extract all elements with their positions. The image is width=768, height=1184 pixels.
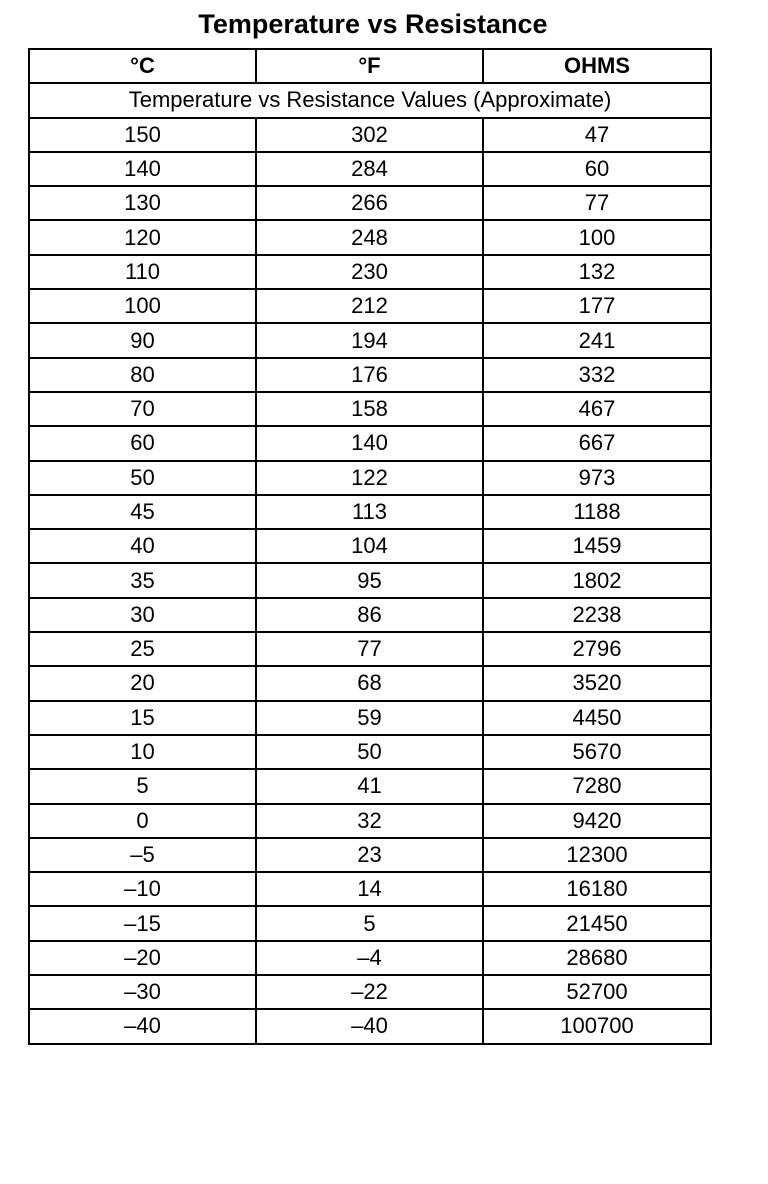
celsius-cell: –5 (29, 838, 256, 872)
fahrenheit-cell: 59 (256, 701, 483, 735)
table-caption: Temperature vs Resistance Values (Approximate) (29, 83, 711, 117)
fahrenheit-cell: 50 (256, 735, 483, 769)
celsius-cell: 150 (29, 118, 256, 152)
celsius-cell: –20 (29, 941, 256, 975)
fahrenheit-cell: –22 (256, 975, 483, 1009)
celsius-cell: 110 (29, 255, 256, 289)
celsius-cell: 20 (29, 666, 256, 700)
table-row (29, 563, 711, 597)
table-row (29, 392, 711, 426)
celsius-cell: 130 (29, 186, 256, 220)
table-row (29, 461, 711, 495)
fahrenheit-cell: 212 (256, 289, 483, 323)
table-row (29, 358, 711, 392)
celsius-cell: 45 (29, 495, 256, 529)
ohms-cell: 1188 (483, 495, 711, 529)
ohms-cell: 177 (483, 289, 711, 323)
header-ohms: OHMS (483, 49, 711, 83)
fahrenheit-cell: 104 (256, 529, 483, 563)
ohms-cell: 16180 (483, 872, 711, 906)
celsius-cell: 60 (29, 426, 256, 460)
table-row (29, 186, 711, 220)
celsius-cell: 50 (29, 461, 256, 495)
celsius-cell: 5 (29, 769, 256, 803)
table-row (29, 701, 711, 735)
table-row (29, 1009, 711, 1043)
table-row (29, 975, 711, 1009)
fahrenheit-cell: 284 (256, 152, 483, 186)
fahrenheit-cell: –4 (256, 941, 483, 975)
ohms-cell: 4450 (483, 701, 711, 735)
fahrenheit-cell: 266 (256, 186, 483, 220)
ohms-cell: 3520 (483, 666, 711, 700)
header-celsius: °C (29, 49, 256, 83)
celsius-cell: 100 (29, 289, 256, 323)
fahrenheit-cell: 32 (256, 804, 483, 838)
ohms-cell: 332 (483, 358, 711, 392)
celsius-cell: –30 (29, 975, 256, 1009)
celsius-cell: 10 (29, 735, 256, 769)
table-row (29, 152, 711, 186)
fahrenheit-cell: –40 (256, 1009, 483, 1043)
ohms-cell: 52700 (483, 975, 711, 1009)
fahrenheit-cell: 68 (256, 666, 483, 700)
table-row (29, 495, 711, 529)
fahrenheit-cell: 95 (256, 563, 483, 597)
header-row (29, 49, 711, 83)
ohms-cell: 241 (483, 323, 711, 357)
celsius-cell: 30 (29, 598, 256, 632)
ohms-cell: 100 (483, 220, 711, 254)
ohms-cell: 60 (483, 152, 711, 186)
celsius-cell: –40 (29, 1009, 256, 1043)
caption-row (29, 83, 711, 117)
table-row (29, 735, 711, 769)
ohms-cell: 5670 (483, 735, 711, 769)
celsius-cell: 0 (29, 804, 256, 838)
ohms-cell: 1802 (483, 563, 711, 597)
table-row (29, 838, 711, 872)
celsius-cell: 120 (29, 220, 256, 254)
ohms-cell: 2796 (483, 632, 711, 666)
celsius-cell: 25 (29, 632, 256, 666)
ohms-cell: 21450 (483, 906, 711, 940)
table-row (29, 666, 711, 700)
table-row (29, 632, 711, 666)
ohms-cell: 47 (483, 118, 711, 152)
table-row (29, 941, 711, 975)
fahrenheit-cell: 140 (256, 426, 483, 460)
fahrenheit-cell: 302 (256, 118, 483, 152)
ohms-cell: 100700 (483, 1009, 711, 1043)
ohms-cell: 12300 (483, 838, 711, 872)
fahrenheit-cell: 194 (256, 323, 483, 357)
table-row (29, 426, 711, 460)
header-fahrenheit: °F (256, 49, 483, 83)
celsius-cell: 35 (29, 563, 256, 597)
ohms-cell: 132 (483, 255, 711, 289)
fahrenheit-cell: 86 (256, 598, 483, 632)
table-row (29, 220, 711, 254)
celsius-cell: 15 (29, 701, 256, 735)
celsius-cell: 70 (29, 392, 256, 426)
table-row (29, 289, 711, 323)
ohms-cell: 28680 (483, 941, 711, 975)
table-row (29, 323, 711, 357)
fahrenheit-cell: 5 (256, 906, 483, 940)
table-row (29, 118, 711, 152)
ohms-cell: 973 (483, 461, 711, 495)
ohms-cell: 467 (483, 392, 711, 426)
celsius-cell: 80 (29, 358, 256, 392)
ohms-cell: 7280 (483, 769, 711, 803)
fahrenheit-cell: 77 (256, 632, 483, 666)
table-row (29, 906, 711, 940)
table-row (29, 769, 711, 803)
ohms-cell: 9420 (483, 804, 711, 838)
fahrenheit-cell: 230 (256, 255, 483, 289)
fahrenheit-cell: 122 (256, 461, 483, 495)
ohms-cell: 2238 (483, 598, 711, 632)
fahrenheit-cell: 113 (256, 495, 483, 529)
fahrenheit-cell: 41 (256, 769, 483, 803)
ohms-cell: 667 (483, 426, 711, 460)
table-row (29, 804, 711, 838)
celsius-cell: 40 (29, 529, 256, 563)
temperature-resistance-table (28, 48, 712, 1045)
table-row (29, 529, 711, 563)
celsius-cell: 90 (29, 323, 256, 357)
fahrenheit-cell: 23 (256, 838, 483, 872)
fahrenheit-cell: 248 (256, 220, 483, 254)
fahrenheit-cell: 158 (256, 392, 483, 426)
table-row (29, 255, 711, 289)
celsius-cell: –10 (29, 872, 256, 906)
fahrenheit-cell: 176 (256, 358, 483, 392)
table-row (29, 872, 711, 906)
ohms-cell: 77 (483, 186, 711, 220)
celsius-cell: 140 (29, 152, 256, 186)
table-title: Temperature vs Resistance (198, 9, 548, 39)
celsius-cell: –15 (29, 906, 256, 940)
ohms-cell: 1459 (483, 529, 711, 563)
fahrenheit-cell: 14 (256, 872, 483, 906)
table-row (29, 598, 711, 632)
